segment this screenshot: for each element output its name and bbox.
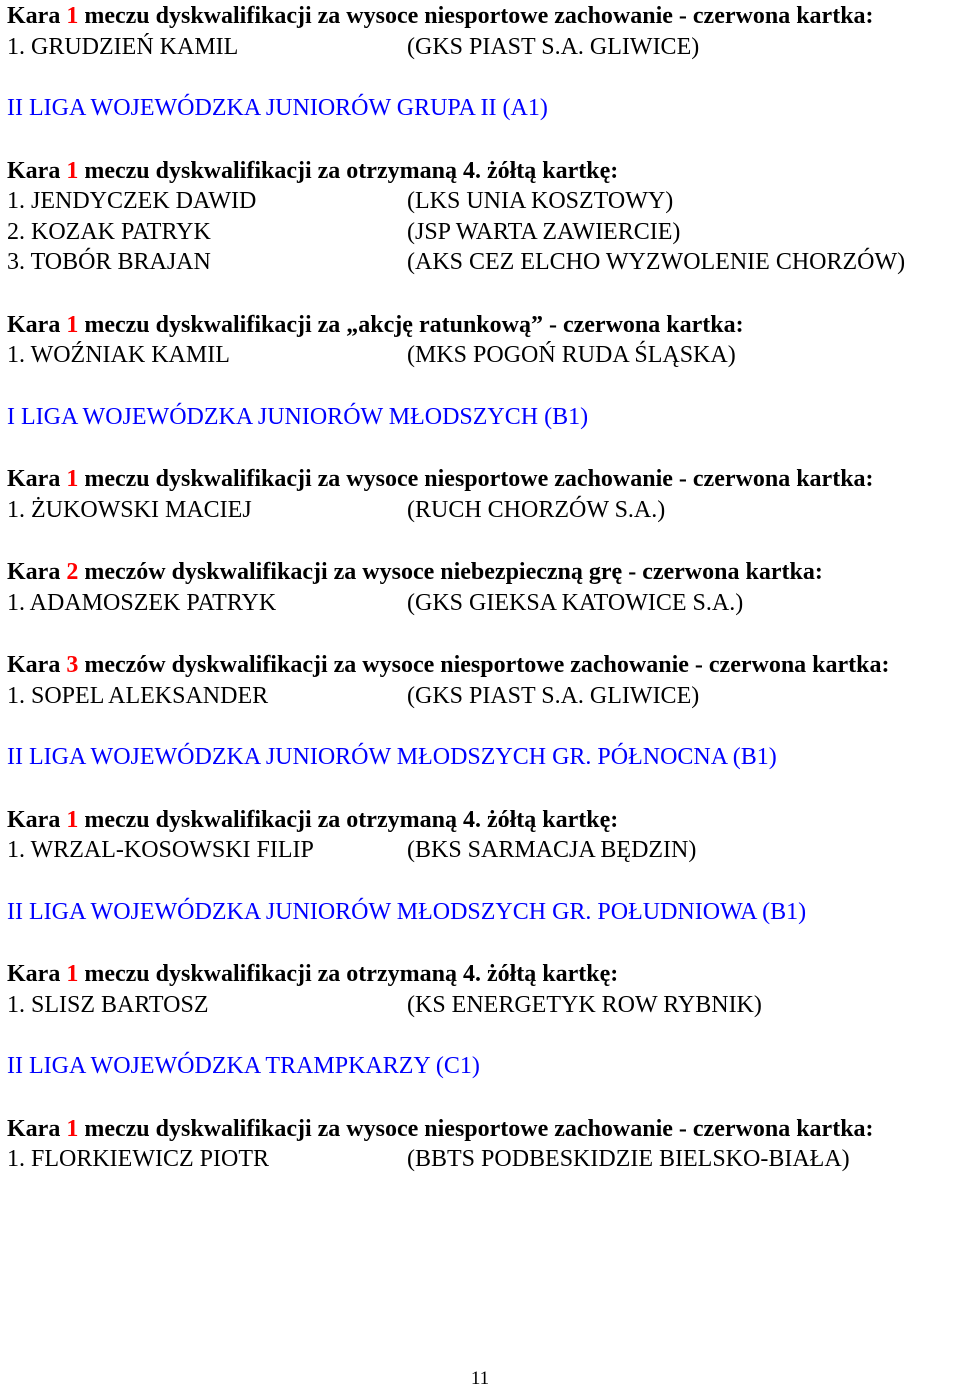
player-club: (GKS GIEKSA KATOWICE S.A.) [407, 589, 744, 616]
spacer [7, 773, 958, 804]
penalty-description: meczów dyskwalifikacji za wysoce niebezpieczną grę - czerwona kartka: [84, 559, 823, 585]
penalty-count: 3 [66, 652, 79, 678]
player-name: 1. WOŹNIAK KAMIL [7, 342, 230, 368]
penalty-count: 1 [66, 157, 79, 184]
penalty-prefix: Kara [7, 3, 61, 29]
penalty-count: 1 [66, 1115, 79, 1142]
penalty-description: meczu dyskwalifikacji za wysoce niesportowe zachowanie - czerwona kartka: [84, 3, 874, 29]
penalty-count: 2 [66, 559, 79, 585]
penalty-rule [7, 959, 958, 990]
player-name: 1. SLISZ BARTOSZ [7, 991, 209, 1018]
player-row [7, 588, 958, 619]
player-name: 1. SOPEL ALEKSANDER [7, 682, 269, 709]
player-name: 1. GRUDZIEŃ KAMIL [7, 33, 239, 60]
player-club: (BBTS PODBESKIDZIE BIELSKO-BIAŁA) [407, 1146, 850, 1172]
player-name: 1. JENDYCZEK DAWID [7, 188, 257, 214]
penalty-prefix: Kara [7, 806, 61, 833]
spacer [7, 927, 958, 958]
penalty-description: meczu dyskwalifikacji za wysoce niesportowe zachowanie - czerwona kartka: [84, 466, 874, 492]
league-heading: II LIGA WOJEWÓDZKA JUNIORÓW MŁODSZYCH GR. PÓŁNOCNA (B1) [7, 744, 777, 770]
penalty-prefix: Kara [7, 1115, 61, 1142]
spacer [7, 278, 958, 309]
penalty-prefix: Kara [7, 157, 61, 184]
player-club: (JSP WARTA ZAWIERCIE) [407, 218, 681, 245]
spacer [7, 525, 958, 556]
player-name: 2. KOZAK PATRYK [7, 218, 211, 245]
penalty-rule [7, 557, 958, 588]
player-club: (MKS POGOŃ RUDA ŚLĄSKA) [407, 342, 736, 368]
penalty-description: meczu dyskwalifikacji za otrzymaną 4. żółtą kartkę: [84, 157, 619, 184]
player-name: 1. ŻUKOWSKI MACIEJ [7, 496, 252, 523]
spacer [7, 866, 958, 897]
spacer [7, 62, 958, 93]
player-row [7, 495, 958, 526]
spacer [7, 124, 958, 155]
player-name: 1. WRZAL-KOSOWSKI FILIP [7, 837, 314, 863]
spacer [7, 371, 958, 402]
spacer [7, 1082, 958, 1113]
penalty-rule [7, 1, 958, 32]
penalty-rule [7, 1114, 958, 1145]
player-name: 1. FLORKIEWICZ PIOTR [7, 1146, 269, 1172]
penalty-description: meczu dyskwalifikacji za otrzymaną 4. żółtą kartkę: [84, 961, 619, 987]
player-club: (KS ENERGETYK ROW RYBNIK) [407, 991, 762, 1018]
player-row [7, 32, 958, 63]
penalty-description: meczów dyskwalifikacji za wysoce niesportowe zachowanie - czerwona kartka: [84, 652, 890, 678]
player-row [7, 990, 958, 1021]
penalty-prefix: Kara [7, 559, 61, 585]
player-name: 3. TOBÓR BRAJAN [7, 249, 211, 275]
penalty-prefix: Kara [7, 652, 61, 678]
penalty-prefix: Kara [7, 466, 61, 492]
player-row [7, 186, 958, 217]
page-number: 11 [470, 1368, 490, 1389]
player-club: (BKS SARMACJA BĘDZIN) [407, 837, 697, 863]
player-row [7, 340, 958, 371]
penalty-description: meczu dyskwalifikacji za wysoce niesportowe zachowanie - czerwona kartka: [84, 1115, 874, 1142]
player-row [7, 247, 958, 278]
spacer [7, 618, 958, 649]
spacer [7, 1020, 958, 1051]
player-club: (AKS CEZ ELCHO WYZWOLENIE CHORZÓW) [407, 249, 906, 275]
penalty-rule [7, 650, 958, 681]
player-club: (GKS PIAST S.A. GLIWICE) [407, 33, 700, 60]
penalty-description: meczu dyskwalifikacji za „akcję ratunkową” - czerwona kartka: [84, 311, 744, 338]
player-club: (GKS PIAST S.A. GLIWICE) [407, 682, 700, 709]
penalty-rule [7, 464, 958, 495]
penalty-count: 1 [66, 466, 79, 492]
league-heading: II LIGA WOJEWÓDZKA TRAMPKARZY (C1) [7, 1053, 480, 1079]
document-page [7, 0, 958, 1175]
league-heading: II LIGA WOJEWÓDZKA JUNIORÓW MŁODSZYCH GR. POŁUDNIOWA (B1) [7, 898, 807, 925]
penalty-rule [7, 310, 958, 341]
player-club: (RUCH CHORZÓW S.A.) [407, 496, 666, 523]
penalty-rule [7, 805, 958, 836]
league-heading: I LIGA WOJEWÓDZKA JUNIORÓW MŁODSZYCH (B1) [7, 403, 589, 430]
penalty-count: 1 [66, 806, 79, 833]
penalty-rule [7, 156, 958, 187]
penalty-description: meczu dyskwalifikacji za otrzymaną 4. żółtą kartkę: [84, 806, 619, 833]
spacer [7, 711, 958, 742]
player-row [7, 1144, 958, 1175]
penalty-prefix: Kara [7, 311, 61, 338]
player-name: 1. ADAMOSZEK PATRYK [7, 589, 277, 616]
penalty-count: 1 [66, 311, 79, 338]
player-row [7, 217, 958, 248]
league-heading: II LIGA WOJEWÓDZKA JUNIORÓW GRUPA II (A1) [7, 95, 548, 121]
spacer [7, 432, 958, 463]
penalty-prefix: Kara [7, 961, 61, 987]
player-club: (LKS UNIA KOSZTOWY) [407, 188, 674, 214]
penalty-count: 1 [66, 961, 79, 987]
penalty-count: 1 [66, 3, 79, 29]
player-row [7, 835, 958, 866]
player-row [7, 681, 958, 712]
